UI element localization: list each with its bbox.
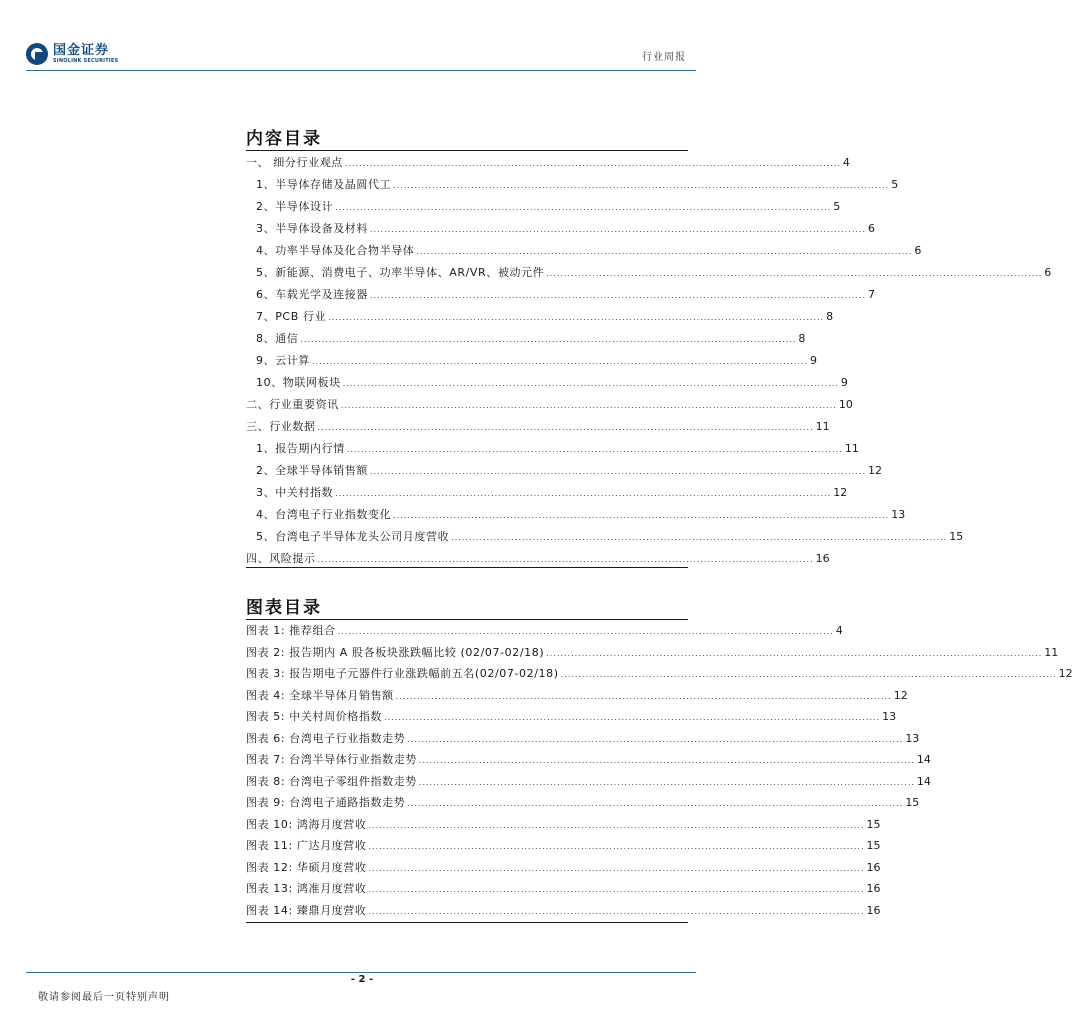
toc-entry[interactable]: 4、功率半导体及化合物半导体 ............................................................................................................................................ 6 bbox=[246, 243, 688, 259]
footer-divider bbox=[26, 972, 696, 973]
figure-entry-label: 图表 5: 中关村周价格指数 bbox=[246, 710, 383, 723]
figure-entry[interactable]: 图表 12: 华硕月度营收 ............................................................................................................................................ 16 bbox=[246, 860, 881, 874]
toc-entry-page: 16 bbox=[815, 552, 830, 565]
figure-entry-page: 12 bbox=[893, 688, 908, 702]
toc-entry-page: 8 bbox=[826, 310, 834, 323]
figure-entry-label: 图表 13: 鸿准月度营收 bbox=[246, 882, 367, 895]
brand-logo bbox=[26, 40, 118, 68]
figure-entry-label: 图表 10: 鸿海月度营收 bbox=[246, 817, 367, 831]
toc-entry[interactable]: 2、半导体设计 ............................................................................................................................................ 5 bbox=[246, 199, 688, 215]
figure-entry[interactable]: 图表 11: 广达月度营收 ............................................................................................................................................ 15 bbox=[246, 839, 881, 852]
figure-entry-page: 16 bbox=[866, 860, 881, 874]
toc-entry[interactable]: 6、车载光学及连接器 ............................................................................................................................................ 7 bbox=[246, 287, 688, 303]
toc-entry[interactable]: 5、新能源、消费电子、功率半导体、AR/VR、被动元件 ............................................................................................................................................ 6 bbox=[246, 265, 688, 281]
toc-entry-page: 7 bbox=[868, 288, 876, 301]
toc-entry-page: 8 bbox=[798, 332, 806, 345]
figure-entry-label: 图表 11: 广达月度营收 bbox=[246, 839, 367, 852]
figure-entry-label: 图表 12: 华硕月度营收 bbox=[246, 860, 367, 874]
toc-entry-label: 10、物联网板块 bbox=[256, 376, 341, 389]
toc-entry-page: 12 bbox=[868, 464, 883, 477]
figure-entry-label: 图表 2: 报告期内 A 股各板块涨跌幅比较 (02/07-02/18) bbox=[246, 645, 545, 659]
toc-entry-label: 4、功率半导体及化合物半导体 bbox=[256, 244, 415, 257]
page-number: - 2 - bbox=[350, 974, 374, 985]
toc-entry-label: 三、行业数据 bbox=[246, 420, 316, 433]
figure-entry-label: 图表 4: 全球半导体月销售额 bbox=[246, 688, 394, 702]
toc-entry-page: 5 bbox=[891, 178, 899, 191]
figure-entry[interactable]: 图表 8: 台湾电子零组件指数走势 ............................................................................................................................................ 14 bbox=[246, 774, 931, 788]
figure-entry[interactable]: 图表 1: 推荐组合 ............................................................................................................................................ 4 bbox=[246, 624, 843, 637]
toc-entry[interactable]: 7、PCB 行业 ............................................................................................................................................ 8 bbox=[246, 309, 688, 325]
figure-entry-label: 图表 9: 台湾电子通路指数走势 bbox=[246, 796, 406, 809]
contents-bottom-rule bbox=[246, 567, 688, 568]
toc-entry-page: 9 bbox=[810, 354, 818, 367]
toc-entry-label: 5、新能源、消费电子、功率半导体、AR/VR、被动元件 bbox=[256, 266, 545, 279]
figure-entry-page: 13 bbox=[905, 731, 920, 745]
toc-entry-label: 四、风险提示 bbox=[246, 552, 316, 565]
figure-entry-page: 14 bbox=[916, 774, 931, 788]
toc-entry-label: 1、半导体存储及晶圆代工 bbox=[256, 178, 392, 191]
page-header bbox=[0, 0, 724, 72]
toc-entry-page: 6 bbox=[914, 244, 922, 257]
figure-entry[interactable]: 图表 14: 臻鼎月度营收 ............................................................................................................................................ 16 bbox=[246, 903, 881, 917]
figure-entry[interactable]: 图表 7: 台湾半导体行业指数走势 ............................................................................................................................................ 14 bbox=[246, 753, 931, 766]
toc-entry-page: 11 bbox=[844, 442, 859, 455]
figure-entry-page: 16 bbox=[866, 882, 881, 895]
figure-entry-page: 12 bbox=[1058, 667, 1073, 680]
figure-entry-page: 11 bbox=[1044, 645, 1059, 659]
figure-entry[interactable]: 图表 2: 报告期内 A 股各板块涨跌幅比较 (02/07-02/18) ............................................................................................................................................ 11 bbox=[246, 645, 1059, 659]
toc-entry-page: 9 bbox=[840, 376, 848, 389]
toc-entry-page: 5 bbox=[833, 200, 841, 213]
toc-entry-page: 6 bbox=[1044, 266, 1052, 279]
toc-entry[interactable]: 8、通信 ............................................................................................................................................ 8 bbox=[246, 331, 688, 347]
toc-entry-page: 13 bbox=[891, 508, 906, 521]
figure-entry-page: 4 bbox=[835, 624, 843, 637]
figure-entry[interactable]: 图表 5: 中关村周价格指数 ............................................................................................................................................ 13 bbox=[246, 710, 897, 723]
figure-entry[interactable]: 图表 10: 鸿海月度营收 ............................................................................................................................................ 15 bbox=[246, 817, 881, 831]
figure-entry-label: 图表 6: 台湾电子行业指数走势 bbox=[246, 731, 406, 745]
figures-top-rule bbox=[246, 619, 688, 620]
figure-entry-page: 13 bbox=[882, 710, 897, 723]
figure-entry-label: 图表 1: 推荐组合 bbox=[246, 624, 336, 637]
figure-entry-page: 15 bbox=[866, 817, 881, 831]
toc-entry[interactable]: 1、报告期内行情 ............................................................................................................................................ 11 bbox=[246, 441, 688, 457]
figure-entry[interactable]: 图表 4: 全球半导体月销售额 ............................................................................................................................................ 12 bbox=[246, 688, 908, 702]
toc-entry-label: 7、PCB 行业 bbox=[256, 310, 327, 323]
brand-name-en: SINOLINK SECURITIES bbox=[53, 58, 119, 64]
toc-entry-page: 11 bbox=[815, 420, 830, 433]
figure-entry[interactable]: 图表 3: 报告期电子元器件行业涨跌幅前五名(02/07-02/18) ............................................................................................................................................ 12 bbox=[246, 667, 1073, 680]
toc-entry[interactable]: 5、台湾电子半导体龙头公司月度营收 ............................................................................................................................................ 15 bbox=[246, 529, 688, 545]
toc-entry[interactable]: 一、 细分行业观点 ............................................................................................................................................ 4 bbox=[246, 156, 850, 169]
logo-icon bbox=[26, 43, 48, 65]
figure-entry[interactable]: 图表 13: 鸿准月度营收 ............................................................................................................................................ 16 bbox=[246, 882, 881, 895]
toc-entry[interactable]: 三、行业数据 ............................................................................................................................................ 11 bbox=[246, 420, 830, 433]
toc-entry[interactable]: 3、中关村指数 ............................................................................................................................................ 12 bbox=[246, 485, 688, 501]
figure-entry-label: 图表 7: 台湾半导体行业指数走势 bbox=[246, 753, 417, 766]
toc-entry[interactable]: 2、全球半导体销售额 ............................................................................................................................................ 12 bbox=[246, 463, 688, 479]
toc-entry[interactable]: 9、云计算 ............................................................................................................................................ 9 bbox=[246, 353, 688, 369]
figure-entry-page: 16 bbox=[866, 903, 881, 917]
toc-entry-page: 6 bbox=[868, 222, 876, 235]
toc-entry[interactable]: 1、半导体存储及晶圆代工 ............................................................................................................................................ 5 bbox=[246, 177, 688, 193]
figures-bottom-rule bbox=[246, 922, 688, 923]
toc-entry[interactable]: 3、半导体设备及材料 ............................................................................................................................................ 6 bbox=[246, 221, 688, 237]
header-divider bbox=[26, 70, 696, 71]
toc-entry-label: 2、全球半导体销售额 bbox=[256, 464, 368, 477]
toc-entry[interactable]: 四、风险提示 ............................................................................................................................................ 16 bbox=[246, 552, 830, 565]
toc-entry-label: 8、通信 bbox=[256, 332, 299, 345]
toc-entry-label: 5、台湾电子半导体龙头公司月度营收 bbox=[256, 530, 450, 543]
toc-entry-label: 2、半导体设计 bbox=[256, 200, 334, 213]
toc-entry-label: 二、行业重要资讯 bbox=[246, 398, 339, 411]
toc-entry-label: 9、云计算 bbox=[256, 354, 310, 367]
figure-entry-page: 15 bbox=[905, 796, 920, 809]
toc-entry-page: 4 bbox=[842, 156, 850, 169]
toc-entry-page: 10 bbox=[838, 398, 853, 411]
toc-entry-label: 3、半导体设备及材料 bbox=[256, 222, 368, 235]
toc-entry-page: 15 bbox=[949, 530, 964, 543]
figure-entry[interactable]: 图表 9: 台湾电子通路指数走势 ............................................................................................................................................ 15 bbox=[246, 796, 920, 809]
toc-entry-label: 1、报告期内行情 bbox=[256, 442, 345, 455]
figure-entry-label: 图表 8: 台湾电子零组件指数走势 bbox=[246, 774, 417, 788]
toc-entry-label: 4、台湾电子行业指数变化 bbox=[256, 508, 392, 521]
toc-entry-label: 一、 细分行业观点 bbox=[246, 156, 343, 169]
figure-entry-page: 14 bbox=[916, 753, 931, 766]
toc-entry[interactable]: 二、行业重要资讯 ............................................................................................................................................ 10 bbox=[246, 398, 853, 411]
contents-top-rule bbox=[246, 150, 688, 151]
toc-entry-label: 3、中关村指数 bbox=[256, 486, 334, 499]
toc-entry[interactable]: 4、台湾电子行业指数变化 ............................................................................................................................................ 13 bbox=[246, 507, 688, 523]
toc-entry[interactable]: 10、物联网板块 ............................................................................................................................................ 9 bbox=[246, 375, 688, 391]
brand-name-cn: 国金证券 bbox=[53, 43, 110, 58]
figure-entry-page: 15 bbox=[866, 839, 881, 852]
figures-title: 图表目录 bbox=[246, 598, 322, 618]
footer-disclaimer: 敬请参阅最后一页特别声明 bbox=[38, 992, 170, 1003]
figure-entry-label: 图表 3: 报告期电子元器件行业涨跌幅前五名(02/07-02/18) bbox=[246, 667, 559, 680]
contents-title: 内容目录 bbox=[246, 129, 322, 149]
toc-entry-page: 12 bbox=[833, 486, 848, 499]
figure-entry-label: 图表 14: 臻鼎月度营收 bbox=[246, 903, 367, 917]
report-type: 行业周报 bbox=[642, 52, 686, 63]
figure-entry[interactable]: 图表 6: 台湾电子行业指数走势 ............................................................................................................................................ 13 bbox=[246, 731, 920, 745]
toc-entry-label: 6、车载光学及连接器 bbox=[256, 288, 368, 301]
